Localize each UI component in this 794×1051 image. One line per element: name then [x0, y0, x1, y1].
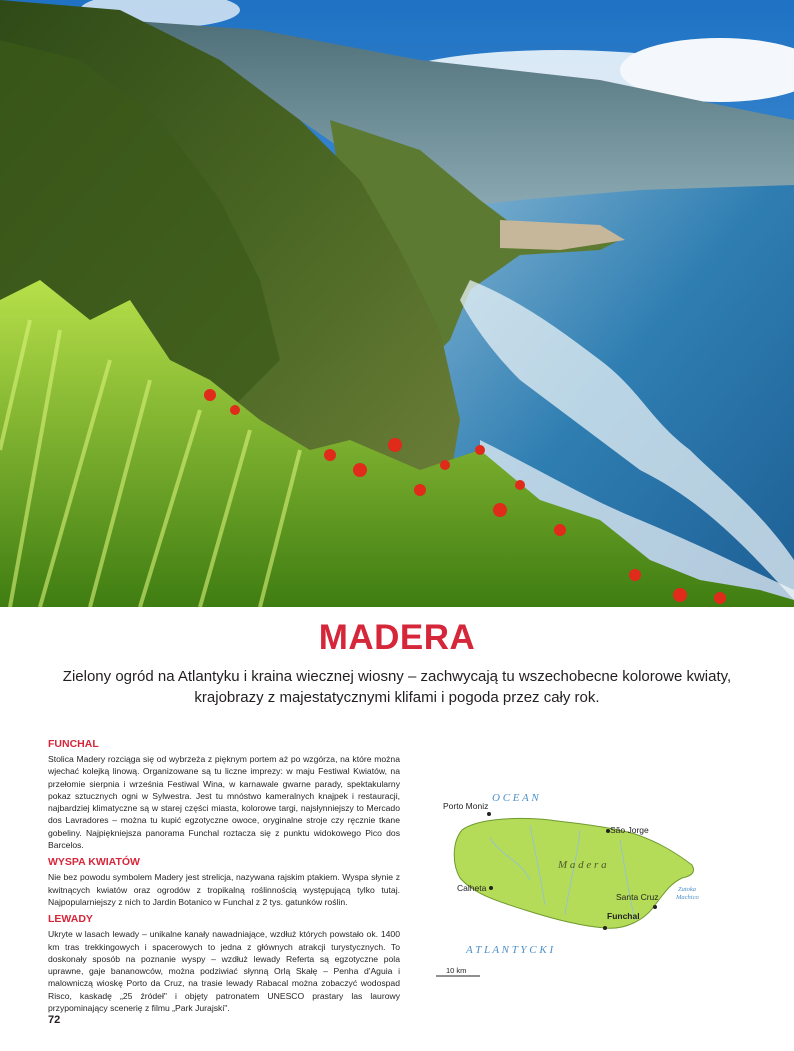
- town-calheta: Calheta: [457, 883, 487, 893]
- section-paragraph: Ukryte w lasach lewady – unikalne kanały nawadniające, wzdłuż których powstało ok. 1400 km tras trekkingowych i spacerowych to jedna z głównych atrakcji turystycznych. To doskonały sposób na poznanie wyspy – wzdłuż lewady Referta są egzotyczne pola uprawne, gaje bananowców, można podziwiać słynną Orlą Skałę – Penha d'Aguia i malowniczą wioskę Porto da Cruz, na trasie lewady Rabacal można zobaczyć wodospad Risco, kaskadę „25 źródeł" i objęty patronatem UNESCO prastary las laurowy przypominający scenerię z filmu „Park Jurajski".: [48, 929, 400, 1014]
- section-heading: WYSPA KWIATÓW: [48, 856, 140, 869]
- island-shape: [454, 818, 693, 928]
- madeira-map: [430, 780, 760, 990]
- ocean-label-bottom: A T L A N T Y C K I: [466, 944, 554, 956]
- town-marker: [653, 905, 657, 909]
- town-santa-cruz: Santa Cruz: [616, 892, 659, 902]
- section-paragraph: Stolica Madery rozciąga się od wybrzeża z pięknym portem aż po wzgórza, na które można wjechać kolejką linową. Organizowane są tu liczne imprezy: w maju Festiwal Kwiatów, na przełomie sierpnia i września Festiwal Wina, w karnawale gwarne parady, spektakularny pokaz sztucznych ogni w Sylwestra. Jest tu mnóstwo kameralnych knajpek i restauracji, najbardziej klimatyczne są w starej części miasta, kolorowe targi, najsłynniejszy to Mercado dos Lavradores – można tu kupić egzotyczne owoce, oryginalne stroje czy ręcznie tkane gobeliny. Najpiękniejsza panorama Funchal roztacza się z punktu widokowego Pico dos Barcelos.: [48, 754, 400, 851]
- page-number: 72: [48, 1014, 61, 1026]
- section-funchal: [48, 738, 400, 851]
- island-label: M a d e r a: [558, 859, 607, 871]
- town-marker: [603, 926, 607, 930]
- page-title: MADERA: [318, 618, 476, 657]
- bay-label-1: Zatoka: [678, 886, 697, 893]
- scale-label: 10 km: [446, 966, 467, 975]
- page-subtitle: Zielony ogród na Atlantyku i kraina wiecznej wiosny – zachwycają tu wszechobecne kolorowe kwiaty, krajobrazy z majestatycznymi klifami i pogoda przez cały rok.: [62, 668, 732, 706]
- section-paragraph: Nie bez powodu symbolem Madery jest strelicja, nazywana rajskim ptakiem. Wyspa słynie z kwitnących kwiatów oraz ogrodów z tropikalną roślinnością występującą tylko tutaj. Najpopularniejszy z nich to Jardin Botanico w Funchal z 2 tys. gatunków roślin.: [48, 872, 400, 907]
- bay-label-2: Machico: [676, 894, 699, 901]
- section-wyspa-kwiatow: [48, 856, 400, 908]
- town-marker: [487, 812, 491, 816]
- section-heading: LEWADY: [48, 913, 93, 926]
- section-heading: FUNCHAL: [48, 738, 99, 750]
- town-sao-jorge: São Jorge: [610, 825, 649, 835]
- town-marker: [489, 886, 493, 890]
- section-lewady: [48, 913, 400, 1014]
- town-porto-moniz: Porto Moniz: [443, 801, 489, 811]
- ocean-label-top: O C E A N: [492, 792, 539, 804]
- island-map-svg: [430, 780, 760, 990]
- town-funchal: Funchal: [607, 911, 640, 921]
- article-text: [48, 738, 400, 1019]
